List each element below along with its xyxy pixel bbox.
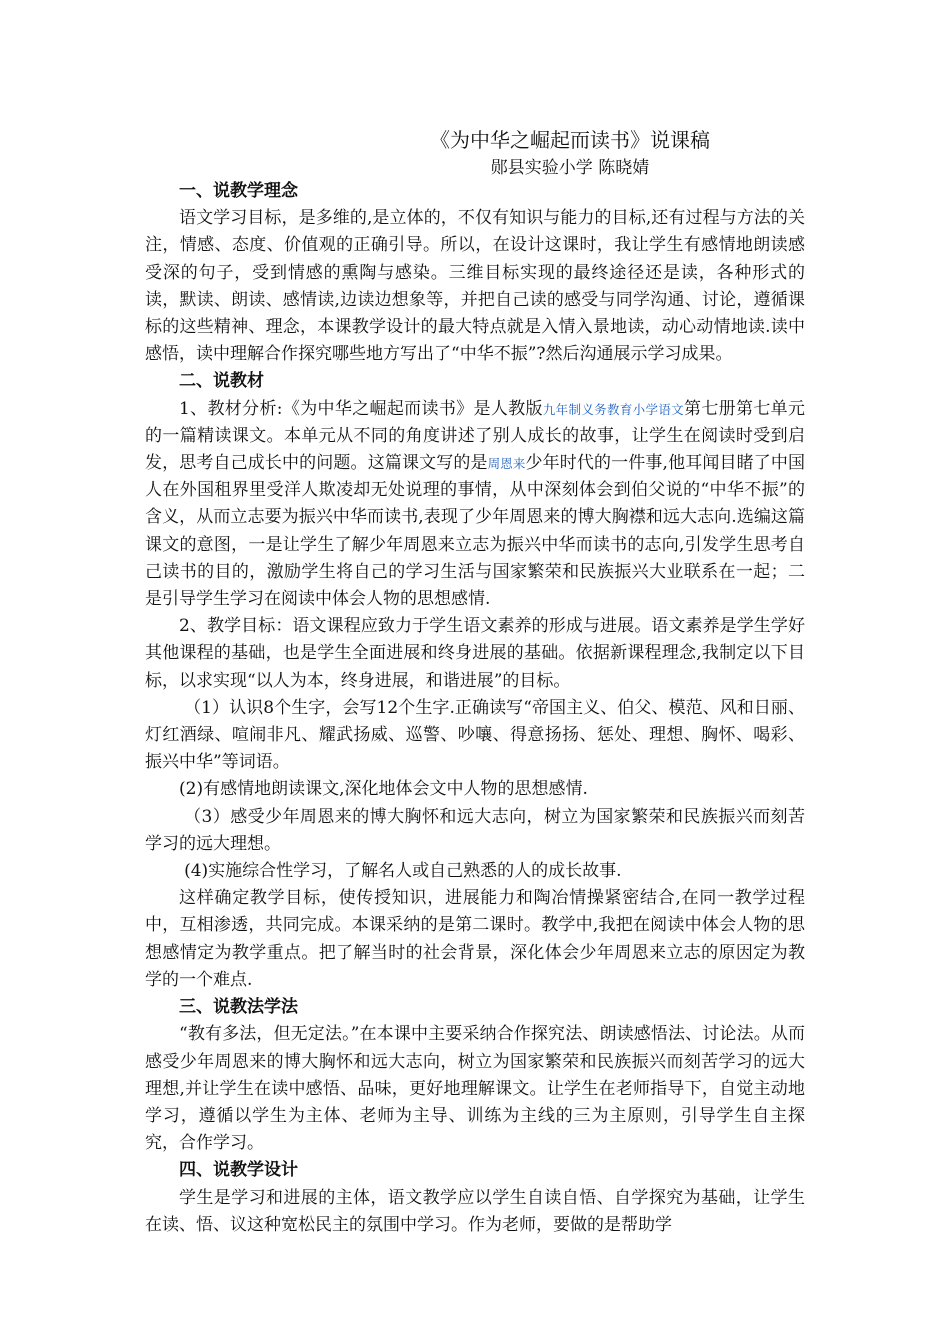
document-body xyxy=(145,178,805,1239)
zhou-enlai-link[interactable]: 周恩来 xyxy=(487,456,526,472)
section-heading-methods: 三、说教法学法 xyxy=(179,997,298,1018)
paragraph-goal-summary: 这样确定教学目标，使传授知识，进展能力和陶冶情操紧密结合,在同一教学过程中，互相渗透，共同完成。本课采纳的是第二课时。教学中,我把在阅读中体会人物的思想感情定为教学重点。把了解当时的社会背景，深化体会少年周恩来立志的原因定为教学的一个难点. xyxy=(145,888,805,990)
goal-item-4: (4)实施综合性学习，了解名人或自己熟悉的人的成长故事. xyxy=(184,861,622,882)
paragraph-methods: “教有多法，但无定法。”在本课中主要采纳合作探究法、朗读感悟法、讨论法。从而感受少年周恩来的博大胸怀和远大志向，树立为国家繁荣和民族振兴而刻苦学习的远大理想,并让学生在读中感悟、品味，更好地理解课文。让学生在老师指导下，自觉主动地学习，遵循以学生为主体、老师为主导、训练为主线的三为主原则，引导学生自主探究，合作学习。 xyxy=(145,1024,805,1154)
paragraph-textbook-analysis: 1、教材分析:《为中华之崛起而读书》是人教版九年制义务教育小学语文第七册第七单元的一篇精读课文。本单元从不同的角度讲述了别人成长的故事，让学生在阅读时受到启发，思考自己成长中的问题。这篇课文写的是周恩来少年时代的一件事,他耳闻目睹了中国人在外国租界里受洋人欺凌却无处说理的事情，从中深刻体会到伯父说的“中华不振”的含义，从而立志要为振兴中华而读书,表现了少年周恩来的博大胸襟和远大志向.选编这篇课文的意图，一是让学生了解少年周恩来立志为振兴中华而读书的志向,引发学生思考自己读书的目的，激励学生将自己的学习生活与国家繁荣和民族振兴大业联系在一起；二是引导学生学习在阅读中体会人物的思想感情. xyxy=(145,398,806,610)
section-heading-teaching-philosophy: 一、说教学理念 xyxy=(179,181,298,201)
paragraph-teaching-philosophy: 语文学习目标，是多维的,是立体的，不仅有知识与能力的目标,还有过程与方法的关注，情感、态度、价值观的正确引导。所以，在设计这课时，我让学生有感情地朗读感受深的句子，受到情感的熏陶与感染。三维目标实现的最终途径还是读，各种形式的读，默读、朗读、感情读,边读边想象等，并把自己读的感受与同学沟通、讨论，遵循课标的这些精神、理念，本课教学设计的最大特点就是入情入景地读，动心动情地读.读中感悟，读中理解合作探究哪些地方写出了“中华不振”?然后沟通展示学习成果。 xyxy=(145,208,805,365)
document-title: 《为中华之崛起而读书》说课稿 xyxy=(430,128,710,152)
section-heading-design: 四、说教学设计 xyxy=(179,1160,298,1181)
document-author: 郧县实验小学 陈晓婧 xyxy=(490,158,650,178)
goal-item-3: （3）感受少年周恩来的博大胸怀和远大志向，树立为国家繁荣和民族振兴而刻苦学习的远大理想。 xyxy=(145,806,805,854)
goal-item-1: （1）认识8个生字，会写12个生字.正确读写“帝国主义、伯父、模范、风和日丽、灯红酒绿、喧闹非凡、耀武扬威、巡警、吵嚷、得意扬扬、惩处、理想、胸怀、喝彩、振兴中华”等词语。 xyxy=(145,697,805,773)
section-heading-textbook: 二、说教材 xyxy=(179,371,264,392)
paragraph-design: 学生是学习和进展的主体，语文教学应以学生自读自悟、自学探究为基础，让学生在读、悟、议这种宽松民主的氛围中学习。作为老师，要做的是帮助学 xyxy=(145,1187,805,1235)
goal-item-2: (2)有感情地朗读课文,深化地体会文中人物的思想感情. xyxy=(179,779,588,800)
paragraph-teaching-goals: 2、教学目标：语文课程应致力于学生语文素养的形成与进展。语文素养是学生学好其他课程的基础，也是学生全面进展和终身进展的基础。依据新课程理念,我制定以下目标，以求实现“以人为本，终身进展，和谐进展”的目标。 xyxy=(145,616,805,691)
textbook-series-link[interactable]: 九年制义务教育小学语文 xyxy=(542,401,684,417)
